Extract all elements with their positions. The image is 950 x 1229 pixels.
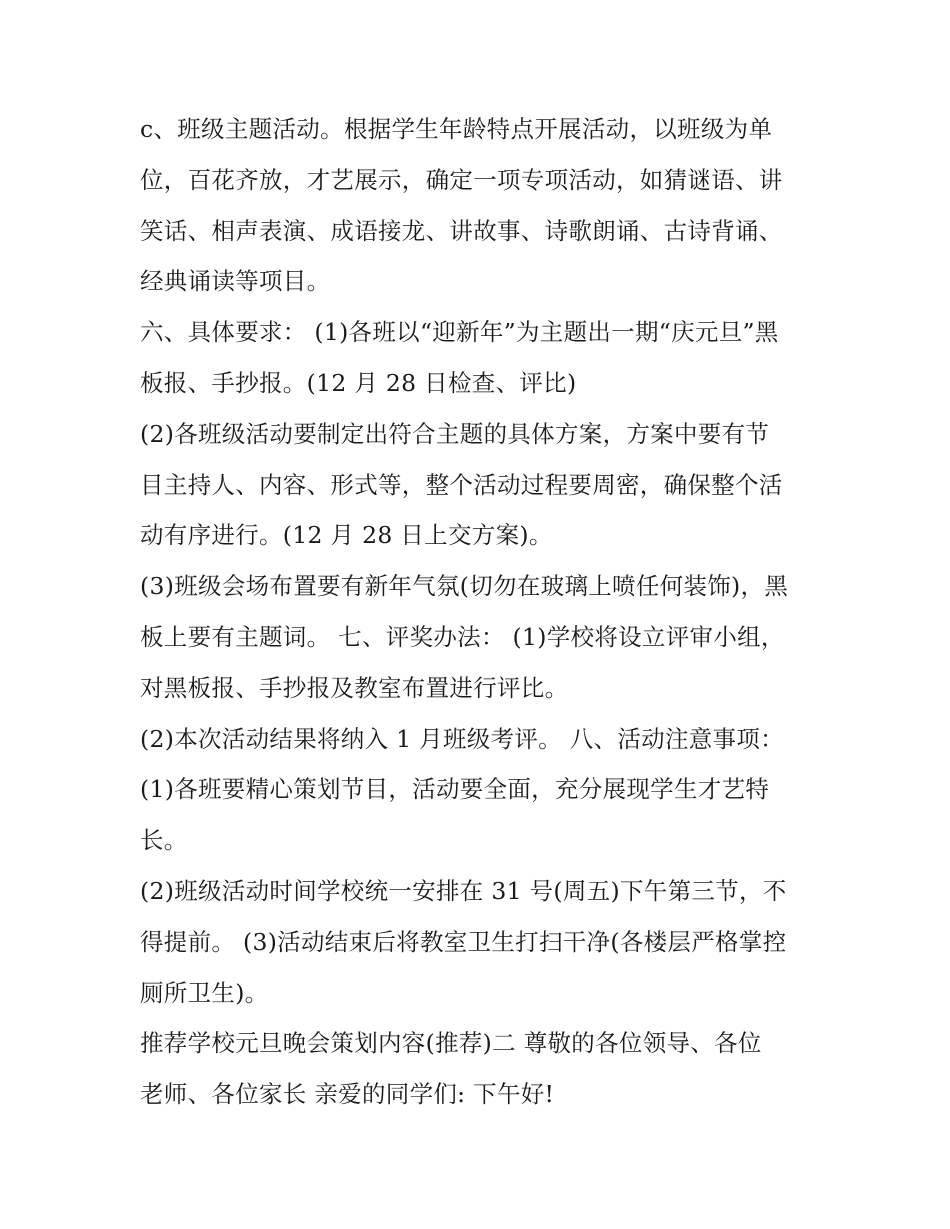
text-line: 板报、手抄报。(12 月 28 日检查、评比) bbox=[140, 368, 577, 397]
text-line: (2)各班级活动要制定出符合主题的具体方案，方案中要有节 bbox=[140, 419, 770, 448]
text-line: 板上要有主题词。 七、评奖办法： (1)学校将设立评审小组， bbox=[140, 622, 785, 651]
text-line: 推荐学校元旦晚会策划内容(推荐)二 尊敬的各位领导、各位 bbox=[140, 1029, 762, 1058]
text-line: (1)各班要精心策划节目，活动要全面，充分展现学生才艺特 bbox=[140, 775, 770, 804]
text-line: 老师、各位家长 亲爱的同学们: 下午好! bbox=[140, 1080, 555, 1109]
text-line: (2)班级活动时间学校统一安排在 31 号(周五)下午第三节，不 bbox=[140, 876, 787, 905]
document-body bbox=[140, 104, 830, 1120]
text-line: 对黑板报、手抄报及教室布置进行评比。 bbox=[140, 673, 569, 702]
text-line: 得提前。 (3)活动结束后将教室卫生打扫干净(各楼层严格掌控 bbox=[140, 927, 787, 956]
text-line: 长。 bbox=[140, 826, 188, 855]
text-line: 位，百花齐放，才艺展示，确定一项专项活动，如猜谜语、讲 bbox=[140, 165, 783, 194]
text-line: c、班级主题活动。根据学生年龄特点开展活动，以班级为单 bbox=[140, 115, 773, 143]
text-line: 动有序进行。(12 月 28 日上交方案)。 bbox=[140, 521, 553, 550]
text-line: 经典诵读等项目。 bbox=[140, 267, 331, 296]
text-line: 六、具体要求： (1)各班以“迎新年”为主题出一期“庆元旦”黑 bbox=[140, 318, 779, 347]
text-line: 笑话、相声表演、成语接龙、讲故事、诗歌朗诵、古诗背诵、 bbox=[140, 216, 783, 245]
text-line: 目主持人、内容、形式等，整个活动过程要周密，确保整个活 bbox=[140, 470, 783, 499]
text-line: (3)班级会场布置要有新年气氛(切勿在玻璃上喷任何装饰)，黑 bbox=[140, 572, 789, 601]
text-line: 厕所卫生)。 bbox=[140, 978, 269, 1007]
text-line: (2)本次活动结果将纳入 1 月班级考评。 八、活动注意事项： bbox=[140, 724, 784, 753]
